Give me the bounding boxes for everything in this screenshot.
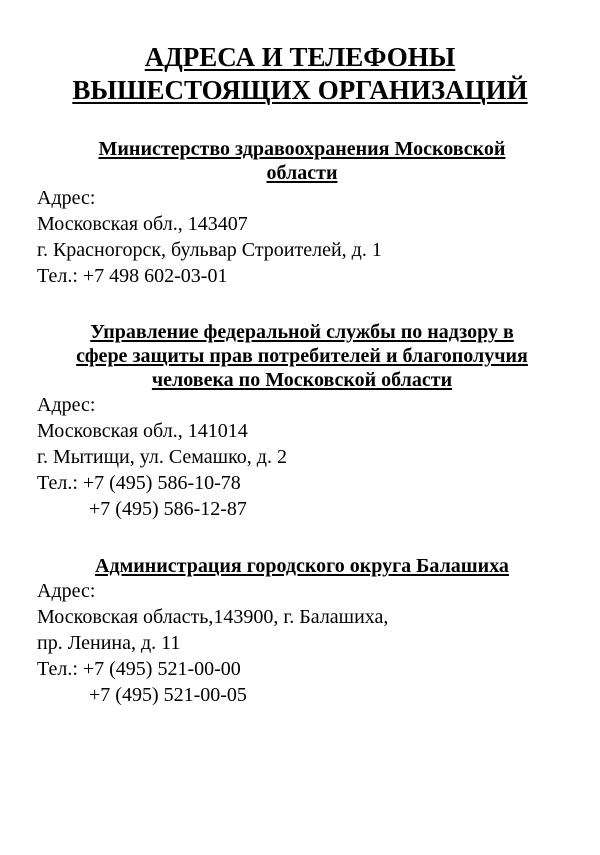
contact-details — [37, 185, 567, 289]
organization-name-line: области — [266, 162, 338, 184]
organization-name-line: Управление федеральной службы по надзору в — [90, 321, 514, 343]
organization-block-health-ministry — [37, 137, 567, 289]
contact-details — [37, 392, 567, 522]
organization-block-balashikha-administration — [37, 554, 567, 708]
contact-details — [37, 578, 567, 708]
organization-name-line: сфере защиты прав потребителей и благополучия — [76, 345, 528, 367]
organization-name — [37, 554, 567, 578]
phone-line: Тел.: +7 (495) 521-00-00 — [37, 658, 241, 680]
phone-line: Тел.: +7 (495) 586-10-78 — [37, 472, 241, 494]
organization-block-rospotrebnadzor — [37, 320, 567, 522]
address-line: Московская обл., 141014 — [37, 420, 248, 442]
phone-line: Тел.: +7 498 602-03-01 — [37, 265, 228, 287]
page-title-line-1: АДРЕСА И ТЕЛЕФОНЫ — [144, 42, 456, 72]
phone-line-extra: +7 (495) 586-12-87 — [89, 498, 247, 520]
address-label: Адрес: — [37, 394, 96, 416]
organization-name — [37, 137, 567, 185]
address-label: Адрес: — [37, 187, 96, 209]
organization-name-line: Министерство здравоохранения Московской — [98, 138, 506, 160]
address-line: пр. Ленина, д. 11 — [37, 632, 181, 654]
phone-line-extra: +7 (495) 521-00-05 — [89, 684, 247, 706]
organization-name — [37, 320, 567, 392]
address-line: г. Мытищи, ул. Семашко, д. 2 — [37, 446, 287, 468]
address-label: Адрес: — [37, 580, 96, 602]
organization-name-line: Администрация городского округа Балашиха — [95, 555, 509, 577]
page-title — [0, 41, 600, 107]
page-title-line-2: ВЫШЕСТОЯЩИХ ОРГАНИЗАЦИЙ — [72, 75, 528, 105]
address-line: Московская обл., 143407 — [37, 213, 248, 235]
address-line: Московская область,143900, г. Балашиха, — [37, 606, 389, 628]
address-line: г. Красногорск, бульвар Строителей, д. 1 — [37, 239, 382, 261]
organization-name-line: человека по Московской области — [151, 369, 453, 391]
